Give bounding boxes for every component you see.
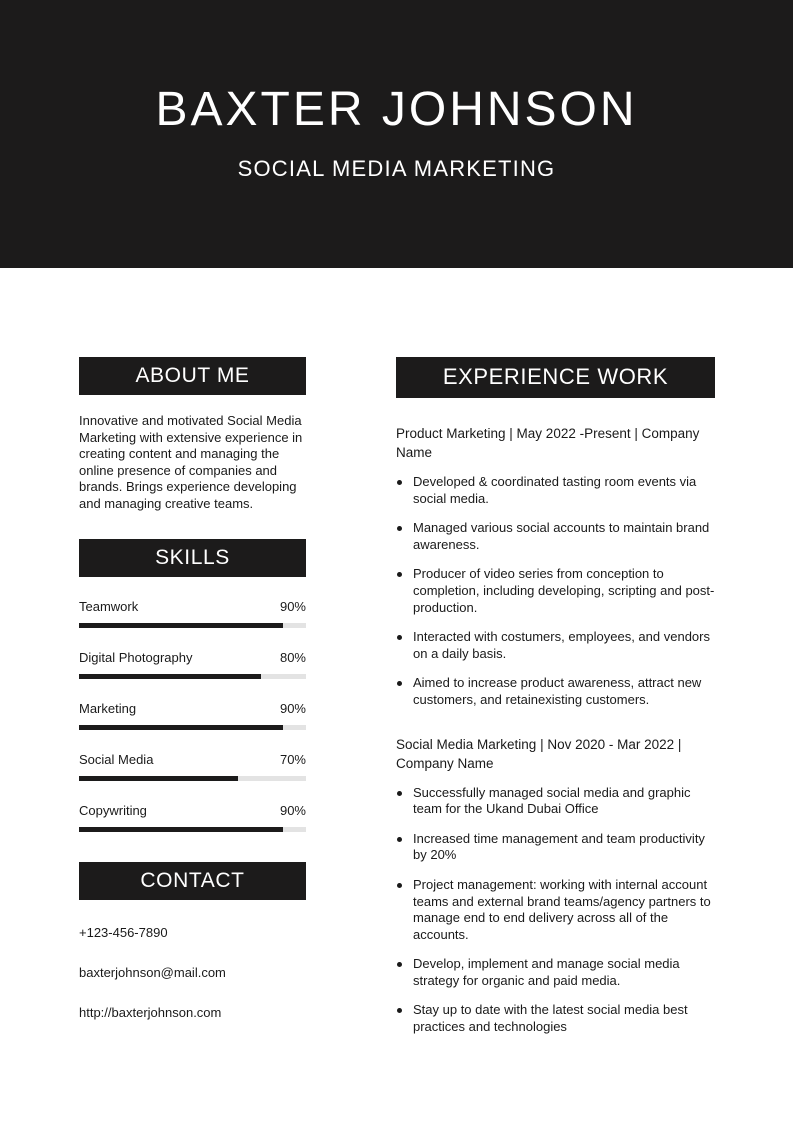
- about-text: Innovative and motivated Social Media Marketing with extensive experience in creating content and managing the online presence of companies and brands. Brings experience developing and managing creative teams.: [79, 413, 303, 511]
- job-bullet-list: [396, 474, 715, 709]
- job-bullet: Successfully managed social media and graphic team for the Ukand Dubai Office: [396, 785, 715, 818]
- job-bullet: Increased time management and team productivity by 20%: [396, 831, 715, 864]
- skill-bar-fill: [79, 776, 238, 781]
- skill-label: Social Media: [79, 751, 154, 767]
- job-bullet: Stay up to date with the latest social media best practices and technologies: [396, 1002, 715, 1035]
- contact-email[interactable]: baxterjohnson@mail.com: [79, 964, 226, 980]
- skill-bar-track: [79, 623, 306, 628]
- contact-section-title: CONTACT: [79, 862, 306, 900]
- about-section-title: ABOUT ME: [79, 357, 306, 395]
- experience-job: [396, 424, 715, 709]
- skill-bar-fill: [79, 725, 283, 730]
- skill-value: 70%: [279, 751, 306, 767]
- skills-section: [79, 539, 306, 832]
- skill-bar-track: [79, 827, 306, 832]
- contact-website[interactable]: http://baxterjohnson.com: [79, 1004, 222, 1020]
- skill-bar-track: [79, 776, 306, 781]
- skill-bar-track: [79, 674, 306, 679]
- skill-bar-fill: [79, 674, 261, 679]
- job-heading: Social Media Marketing | Nov 2020 - Mar 2022 | Company Name: [396, 736, 682, 771]
- skill-item: [79, 752, 306, 781]
- resume-header: [0, 0, 793, 268]
- job-bullet: Project management: working with internal account teams and external brand teams/agency partners to manage end to end delivery across all of the accounts.: [396, 877, 715, 943]
- skill-label: Digital Photography: [79, 649, 193, 665]
- contact-phone: +123-456-7890: [79, 924, 168, 940]
- skill-bar-track: [79, 725, 306, 730]
- skill-bar-fill: [79, 827, 283, 832]
- right-column: [396, 357, 715, 1049]
- skill-label: Copywriting: [79, 802, 147, 818]
- candidate-name: BAXTER JOHNSON: [155, 83, 638, 136]
- experience-job: [396, 735, 715, 1036]
- experience-section-title: EXPERIENCE WORK: [396, 357, 715, 398]
- skill-item: [79, 650, 306, 679]
- skill-value: 90%: [279, 700, 306, 716]
- skill-value: 90%: [279, 598, 306, 614]
- skills-section-title: SKILLS: [79, 539, 306, 577]
- job-bullet: Producer of video series from conception to completion, including developing, scripting and post-production.: [396, 566, 715, 616]
- skill-label: Teamwork: [79, 598, 139, 614]
- job-bullet-list: [396, 785, 715, 1036]
- contact-section: [79, 862, 306, 1020]
- job-bullet: Aimed to increase product awareness, attract new customers, and retainexisting customers.: [396, 675, 715, 708]
- left-column: [79, 357, 306, 1020]
- skill-item: [79, 803, 306, 832]
- candidate-role: SOCIAL MEDIA MARKETING: [237, 156, 556, 181]
- skill-value: 80%: [279, 649, 306, 665]
- skill-value: 90%: [279, 802, 306, 818]
- skill-label: Marketing: [79, 700, 137, 716]
- skill-bar-fill: [79, 623, 283, 628]
- job-bullet: Develop, implement and manage social media strategy for organic and paid media.: [396, 956, 715, 989]
- job-bullet: Managed various social accounts to maintain brand awareness.: [396, 520, 715, 553]
- job-heading: Product Marketing | May 2022 -Present | Company Name: [396, 426, 700, 460]
- skill-item: [79, 599, 306, 628]
- skill-item: [79, 701, 306, 730]
- job-bullet: Interacted with costumers, employees, and vendors on a daily basis.: [396, 629, 715, 662]
- job-bullet: Developed & coordinated tasting room events via social media.: [396, 474, 715, 507]
